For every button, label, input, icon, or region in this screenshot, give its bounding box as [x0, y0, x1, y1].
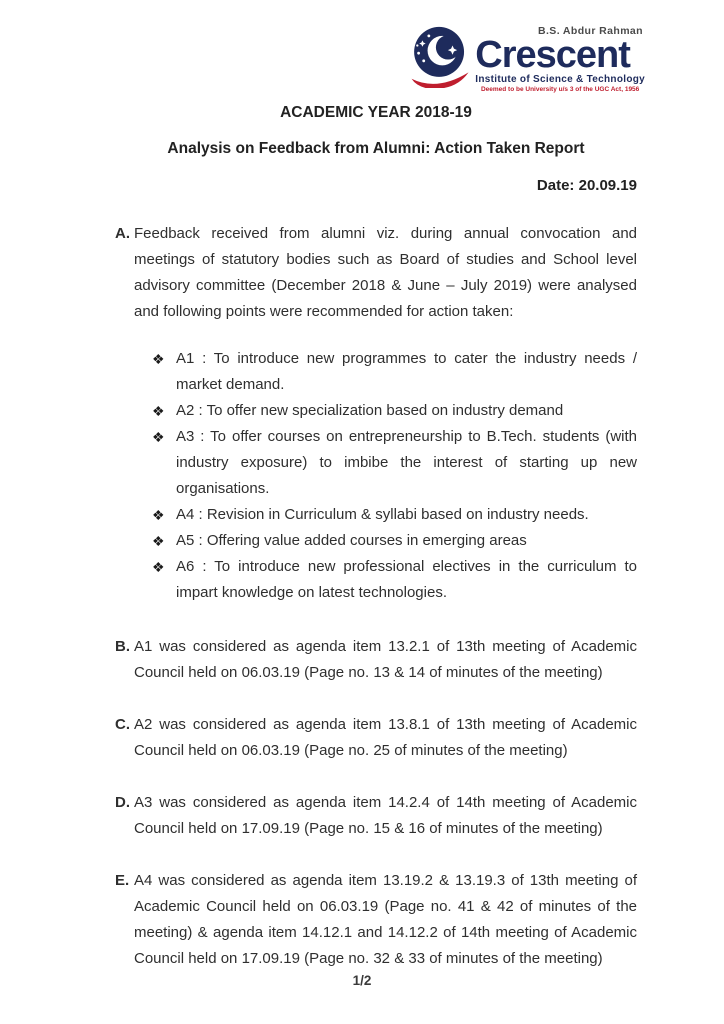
logo-pre-title: B.S. Abdur Rahman: [537, 25, 643, 37]
paragraph-label: B.: [115, 638, 130, 655]
list-item: [152, 398, 637, 424]
page-title: ACADEMIC YEAR 2018-19: [280, 104, 472, 121]
logo-subtitle: Institute of Science & Technology: [475, 74, 645, 85]
paragraph-a: [115, 221, 637, 325]
logo-name: Crescent: [475, 34, 630, 76]
paragraph-b: [115, 634, 637, 686]
page-subtitle: Analysis on Feedback from Alumni: Action Taken Report: [167, 140, 585, 157]
paragraph-e: [115, 868, 637, 972]
diamond-bullet-icon: ❖: [152, 533, 165, 549]
list-item: [152, 554, 637, 606]
logo-inner: [409, 25, 645, 93]
paragraph-text: A2 was considered as agenda item 13.8.1 of 13th meeting of Academic Council held on 06.03.19 (Page no. 25 of minutes of the meeting): [134, 716, 637, 759]
paragraph-c: [115, 712, 637, 764]
paragraph-text: A3 was considered as agenda item 14.2.4 of 14th meeting of Academic Council held on 17.09.19 (Page no. 15 & 16 of minutes of the meeting): [134, 794, 637, 837]
diamond-bullet-icon: ❖: [152, 351, 165, 367]
diamond-bullet-icon: ❖: [152, 507, 165, 523]
list-item: [152, 346, 637, 398]
page-number: 1/2: [352, 973, 372, 988]
diamond-bullet-icon: ❖: [152, 559, 165, 575]
paragraph-label: A.: [115, 225, 130, 242]
paragraph-label: D.: [115, 794, 130, 811]
list-item-text: A1 : To introduce new programmes to cater the industry needs / market demand.: [176, 350, 637, 393]
diamond-bullet-icon: ❖: [152, 403, 165, 419]
recommendation-list: [152, 346, 637, 606]
list-item: [152, 502, 637, 528]
paragraph-d: [115, 790, 637, 842]
list-item-text: A5 : Offering value added courses in emerging areas: [176, 532, 527, 549]
list-item-text: A4 : Revision in Curriculum & syllabi based on industry needs.: [176, 506, 589, 523]
list-item: [152, 424, 637, 502]
paragraph-text: Feedback received from alumni viz. during annual convocation and meetings of statutory bodies such as Board of studies and School level advisory committee (December 2018 & June – July 2019) were analysed and following points were recommended for action taken:: [134, 225, 637, 320]
list-item-text: A3 : To offer courses on entrepreneurship to B.Tech. students (with industry exposure) to imbibe the interest of starting up new organisations.: [176, 428, 637, 497]
paragraph-label: C.: [115, 716, 130, 733]
paragraph-label: E.: [115, 872, 130, 889]
list-item-text: A2 : To offer new specialization based on industry demand: [176, 402, 564, 419]
list-item-text: A6 : To introduce new professional electives in the curriculum to impart knowledge on latest technologies.: [176, 558, 637, 601]
logo-text-block: [475, 25, 645, 93]
institution-logo: [115, 25, 645, 93]
logo-tagline: Deemed to be University u/s 3 of the UGC Act, 1956: [480, 86, 640, 93]
diamond-bullet-icon: ❖: [152, 429, 165, 445]
paragraph-text: A1 was considered as agenda item 13.2.1 of 13th meeting of Academic Council held on 06.03.19 (Page no. 13 & 14 of minutes of the meeting): [134, 638, 637, 681]
crescent-moon-emblem-icon: [409, 26, 473, 88]
date-line: Date: 20.09.19: [536, 177, 637, 194]
list-item: [152, 528, 637, 554]
paragraph-text: A4 was considered as agenda item 13.19.2 & 13.19.3 of 13th meeting of Academic Council held on 06.03.19 (Page no. 41 & 42 of minutes of the meeting) & agenda item 14.12.1 and 14.12.2 of 14th meeting of Academic Council held on 17.09.19 (Page no. 32 & 33 of minutes of the meeting): [134, 872, 637, 967]
